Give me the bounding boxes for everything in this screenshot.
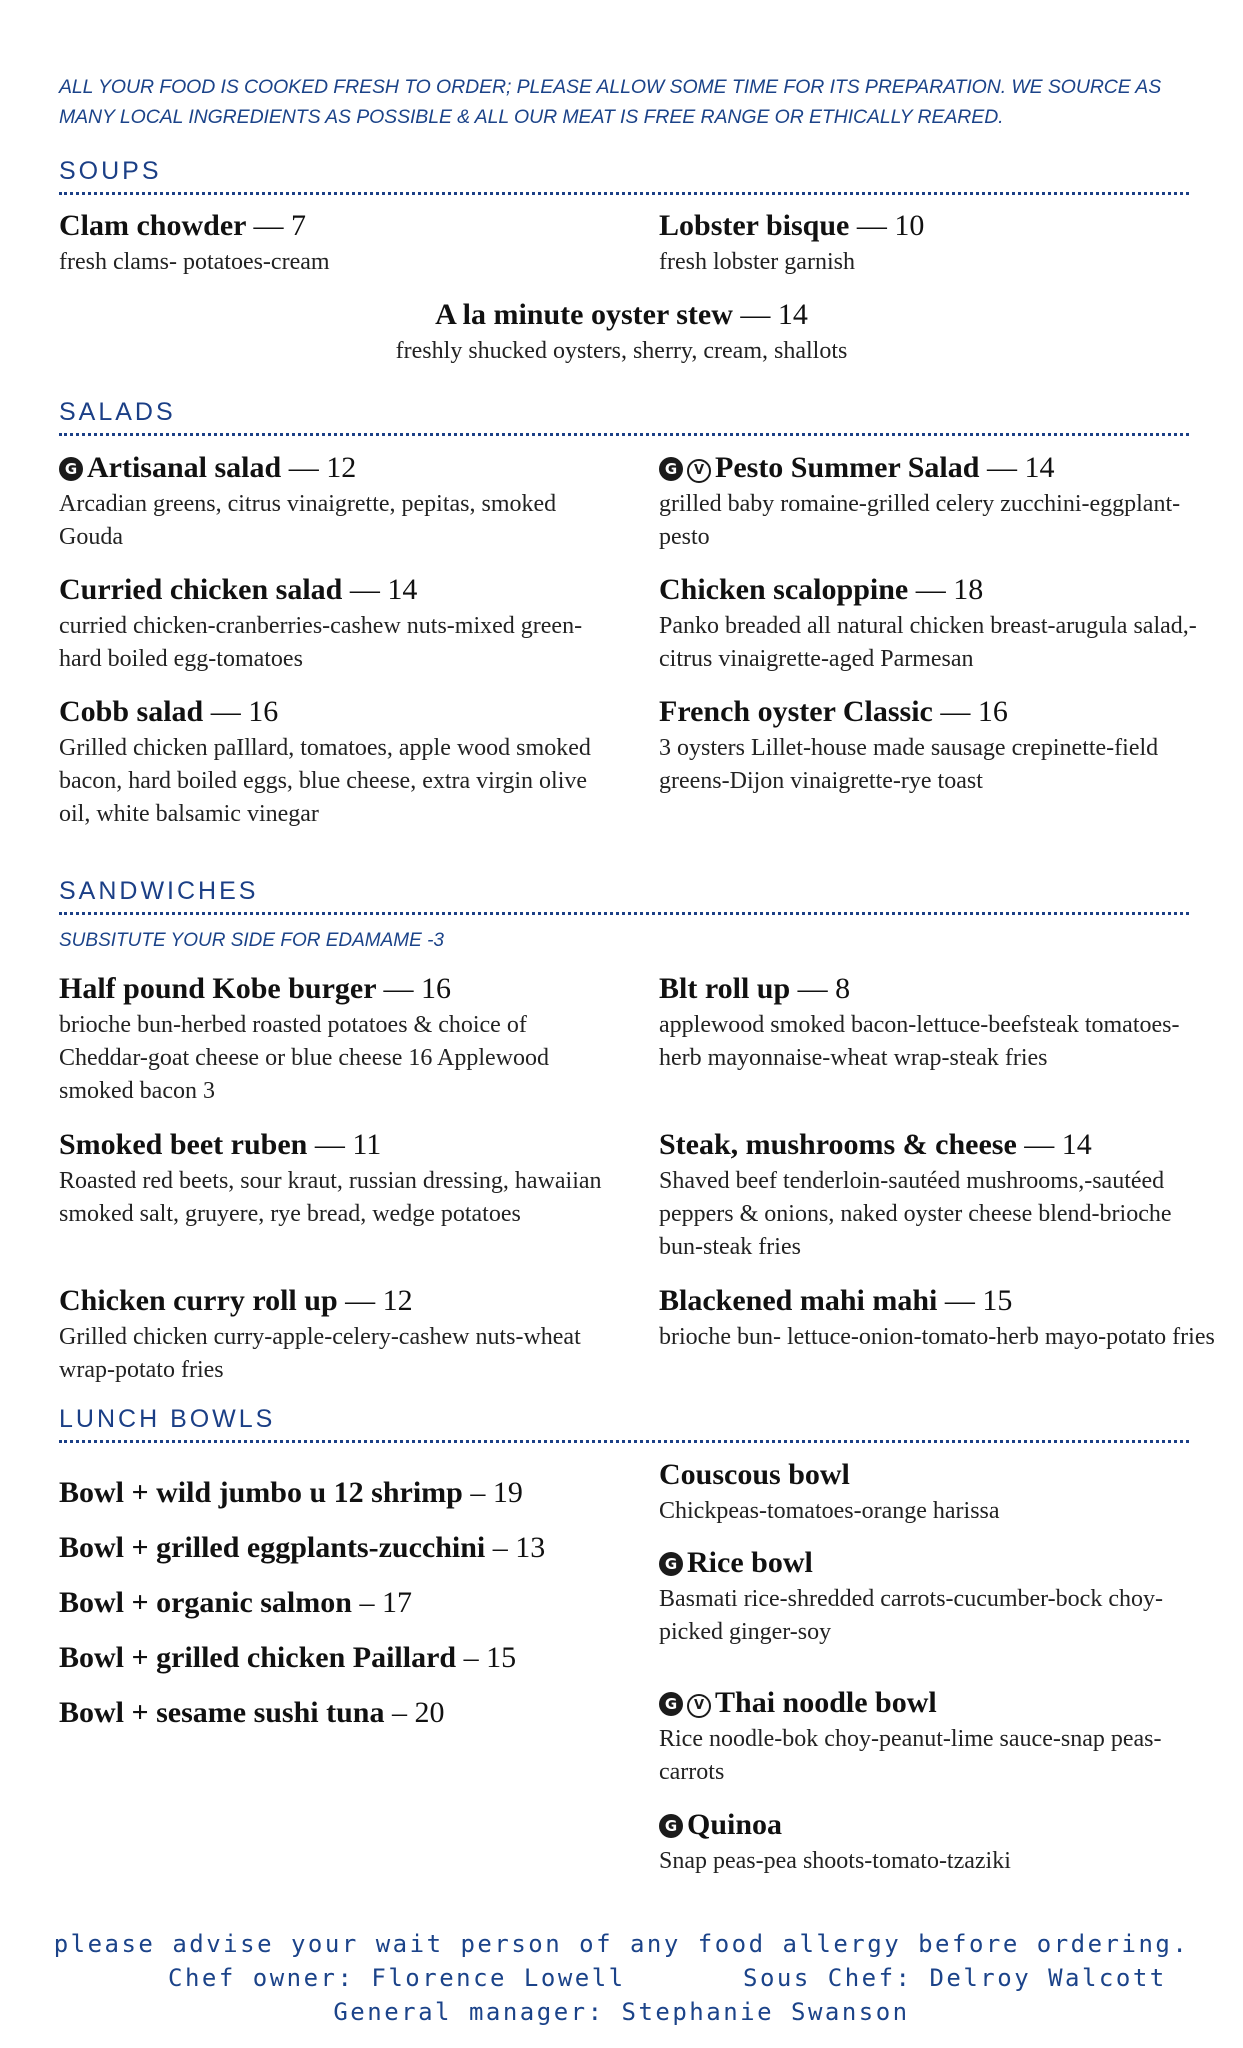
item-name: Cobb salad: [59, 695, 204, 728]
item-description: freshly shucked oysters, sherry, cream, shallots: [395, 338, 848, 364]
sandwiches-note: SUBSITUTE YOUR SIDE FOR EDAMAME -3: [59, 930, 444, 951]
item-name: Bowl + sesame sushi tuna: [59, 1696, 385, 1729]
item-price: — 14: [349, 573, 418, 606]
vegan-icon: V: [687, 459, 711, 483]
bowl-protein-salmon: [59, 1586, 412, 1620]
item-name: Bowl + organic salmon: [59, 1586, 352, 1619]
menu-item-quinoa: [659, 1807, 1219, 1878]
item-description: brioche bun-herbed roasted potatoes & choice of Cheddar-goat cheese or blue cheese 16 Applewood smoked bacon 3: [59, 1012, 550, 1104]
item-price: – 20: [392, 1696, 445, 1729]
item-price: — 7: [253, 209, 306, 242]
bowl-protein-shrimp: [59, 1476, 523, 1510]
gluten-free-icon: G: [659, 1814, 683, 1838]
bowl-protein-tuna: [59, 1696, 445, 1730]
item-description: Shaved beef tenderloin-sautéed mushrooms,-sautéed peppers & onions, naked oyster cheese blend-brioche bun-steak fries: [659, 1168, 1172, 1260]
allergy-notice: please advise your wait person of any food allergy before ordering.: [53, 1930, 1190, 1958]
item-description: fresh lobster garnish: [659, 249, 855, 275]
item-price: — 16: [383, 972, 452, 1005]
bowl-protein-chicken: [59, 1641, 516, 1675]
item-price: — 16: [940, 695, 1008, 728]
salads-heading: SALADS: [59, 398, 176, 426]
sous-chef: Sous Chef: Delroy Walcott: [743, 1964, 1167, 1992]
item-name: Smoked beet ruben: [59, 1128, 308, 1161]
item-name: Clam chowder: [59, 209, 246, 242]
gluten-free-icon: G: [659, 1552, 683, 1576]
item-name: Half pound Kobe burger: [59, 972, 377, 1005]
general-manager: General manager: Stephanie Swanson: [333, 1998, 910, 2026]
item-name: Couscous bowl: [659, 1458, 850, 1491]
menu-item-blt-roll-up: [659, 971, 1219, 1075]
item-name: Lobster bisque: [659, 209, 850, 242]
menu-item-thai-noodle-bowl: [659, 1685, 1219, 1789]
item-name: Thai noodle bowl: [715, 1686, 937, 1719]
soups-heading: SOUPS: [59, 157, 162, 185]
item-price: — 14: [986, 451, 1055, 484]
gluten-free-icon: G: [659, 1692, 683, 1716]
item-description: Roasted red beets, sour kraut, russian dressing, hawaiian smoked salt, gruyere, rye bread, wedge potatoes: [59, 1168, 602, 1227]
salads-divider: [59, 433, 1189, 436]
item-name: Pesto Summer Salad: [715, 451, 980, 484]
item-price: – 17: [359, 1586, 412, 1619]
item-name: Steak, mushrooms & cheese: [659, 1128, 1017, 1161]
item-name: Rice bowl: [687, 1546, 813, 1579]
item-price: — 14: [740, 298, 808, 331]
kitchen-notice: ALL YOUR FOOD IS COOKED FRESH TO ORDER; PLEASE ALLOW SOME TIME FOR ITS PREPARATION. WE SOURCE AS MANY LOCAL INGREDIENTS AS POSSIBLE & ALL OUR MEAT IS FREE RANGE OR ETHICALLY REARED.: [59, 76, 1162, 128]
chef-owner: Chef owner: Florence Lowell: [168, 1964, 626, 1992]
item-description: Chickpeas-tomatoes-orange harissa: [659, 1498, 1000, 1524]
item-description: Arcadian greens, citrus vinaigrette, pepitas, smoked Gouda: [59, 491, 557, 550]
item-name: Quinoa: [687, 1808, 783, 1841]
item-price: — 12: [288, 451, 357, 484]
item-description: Panko breaded all natural chicken breast-arugula salad,-citrus vinaigrette-aged Parmesan: [659, 613, 1197, 672]
menu-item-couscous-bowl: [659, 1457, 1219, 1528]
bowl-protein-eggplant: [59, 1531, 545, 1565]
item-price: — 11: [314, 1128, 382, 1161]
item-description: Basmati rice-shredded carrots-cucumber-bock choy-picked ginger-soy: [659, 1586, 1163, 1645]
menu-item-rice-bowl: [659, 1545, 1219, 1649]
lunch-bowls-heading: LUNCH BOWLS: [59, 1405, 276, 1433]
item-name: Bowl + wild jumbo u 12 shrimp: [59, 1476, 463, 1509]
item-name: Bowl + grilled chicken Paillard: [59, 1641, 457, 1674]
item-price: – 13: [492, 1531, 546, 1564]
item-name: Chicken scaloppine: [659, 573, 909, 606]
item-description: grilled baby romaine-grilled celery zucchini-eggplant- pesto: [659, 491, 1181, 550]
item-price: — 14: [1024, 1128, 1092, 1161]
item-name: Curried chicken salad: [59, 573, 343, 606]
menu-item-french-oyster-classic: [659, 694, 1219, 798]
menu-item-chicken-curry-roll-up: [59, 1283, 619, 1387]
menu-item-steak-mushrooms-cheese: [659, 1127, 1219, 1264]
item-name: A la minute oyster stew: [435, 298, 733, 331]
item-price: – 19: [470, 1476, 523, 1509]
item-description: brioche bun- lettuce-onion-tomato-herb mayo-potato fries: [659, 1324, 1215, 1350]
item-price: — 16: [210, 695, 279, 728]
item-name: Artisanal salad: [87, 451, 282, 484]
menu-item-cobb-salad: [59, 694, 619, 831]
item-price: — 8: [797, 972, 851, 1005]
item-name: Chicken curry roll up: [59, 1284, 338, 1317]
menu-item-smoked-beet-ruben: [59, 1127, 619, 1231]
lunch-bowls-divider: [59, 1440, 1189, 1443]
menu-item-artisanal-salad: [59, 450, 619, 554]
item-price: — 10: [856, 209, 925, 242]
menu-item-lobster-bisque: [659, 208, 1219, 279]
item-description: applewood smoked bacon-lettuce-beefsteak tomatoes-herb mayonnaise-wheat wrap-steak fries: [659, 1012, 1180, 1071]
vegan-icon: V: [687, 1694, 711, 1718]
menu-item-curried-chicken-salad: [59, 572, 619, 676]
menu-item-chicken-scaloppine: [659, 572, 1219, 676]
item-description: fresh clams- potatoes-cream: [59, 249, 330, 275]
gluten-free-icon: G: [59, 457, 83, 481]
item-name: Bowl + grilled eggplants-zucchini: [59, 1531, 486, 1564]
item-price: — 12: [345, 1284, 413, 1317]
item-name: Blt roll up: [659, 972, 791, 1005]
gluten-free-icon: G: [659, 457, 683, 481]
item-description: Rice noodle-bok choy-peanut-lime sauce-snap peas-carrots: [659, 1726, 1162, 1785]
menu-item-oyster-stew: [0, 297, 1243, 368]
menu-item-clam-chowder: [59, 208, 619, 279]
item-description: Snap peas-pea shoots-tomato-tzaziki: [659, 1848, 1011, 1874]
menu-item-blackened-mahi-mahi: [659, 1283, 1219, 1354]
item-price: — 18: [915, 573, 984, 606]
item-description: Grilled chicken paIllard, tomatoes, apple wood smoked bacon, hard boiled eggs, blue cheese, extra virgin olive oil, white balsamic vinegar: [59, 735, 591, 827]
item-description: curried chicken-cranberries-cashew nuts-mixed green-hard boiled egg-tomatoes: [59, 613, 583, 672]
item-price: — 15: [944, 1284, 1013, 1317]
item-price: – 15: [463, 1641, 517, 1674]
item-description: 3 oysters Lillet-house made sausage crepinette-field greens-Dijon vinaigrette-rye toast: [659, 735, 1159, 794]
sandwiches-heading: SANDWICHES: [59, 877, 259, 905]
item-description: Grilled chicken curry-apple-celery-cashew nuts-wheat wrap-potato fries: [59, 1324, 581, 1383]
item-name: French oyster Classic: [659, 695, 933, 728]
menu-item-pesto-summer-salad: [659, 450, 1219, 554]
item-name: Blackened mahi mahi: [659, 1284, 938, 1317]
sandwiches-divider: [59, 912, 1189, 915]
soups-divider: [59, 192, 1189, 195]
menu-item-kobe-burger: [59, 971, 619, 1108]
